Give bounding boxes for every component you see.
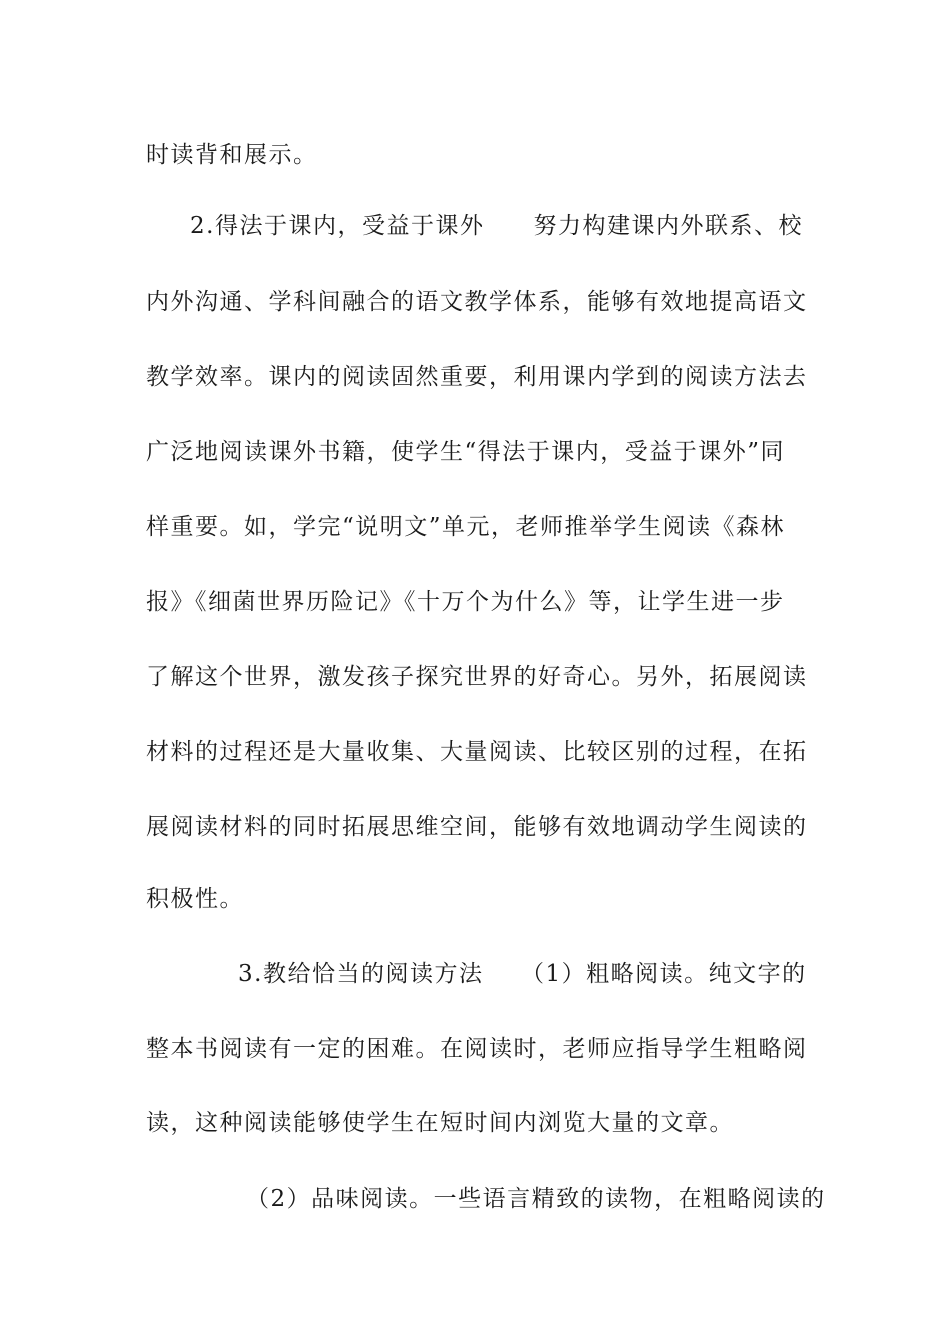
text-line-4: 教学效率。课内的阅读固然重要，利用课内学到的阅读方法去	[146, 364, 808, 390]
text-line-2: 2.得法于课内，受益于课外 努力构建课内外联系、校	[190, 213, 803, 239]
text-line-7: 报》《细菌世界历险记》《十万个为什么》等，让学生进一步	[146, 589, 785, 615]
text-line-5: 广泛地阅读课外书籍，使学生“得法于课内，受益于课外”同	[146, 439, 786, 465]
text-line-15: （2）品味阅读。一些语言精致的读物，在粗略阅读的	[246, 1186, 826, 1212]
text-line-1: 时读背和展示。	[146, 142, 318, 168]
text-line-11: 积极性。	[146, 886, 244, 912]
text-line-6: 样重要。如，学完“说明文”单元，老师推举学生阅读《森林	[146, 514, 786, 540]
text-line-8: 了解这个世界，激发孩子探究世界的好奇心。另外，拓展阅读	[146, 664, 808, 690]
text-line-10: 展阅读材料的同时拓展思维空间，能够有效地调动学生阅读的	[146, 814, 808, 840]
text-line-14: 读，这种阅读能够使学生在短时间内浏览大量的文章。	[146, 1110, 734, 1136]
text-line-3: 内外沟通、学科间融合的语文教学体系，能够有效地提高语文	[146, 289, 808, 315]
text-line-9: 材料的过程还是大量收集、大量阅读、比较区别的过程，在拓	[146, 739, 808, 765]
text-line-12: 3.教给恰当的阅读方法 （1）粗略阅读。纯文字的	[238, 961, 807, 987]
text-line-13: 整本书阅读有一定的困难。在阅读时，老师应指导学生粗略阅	[146, 1036, 808, 1062]
